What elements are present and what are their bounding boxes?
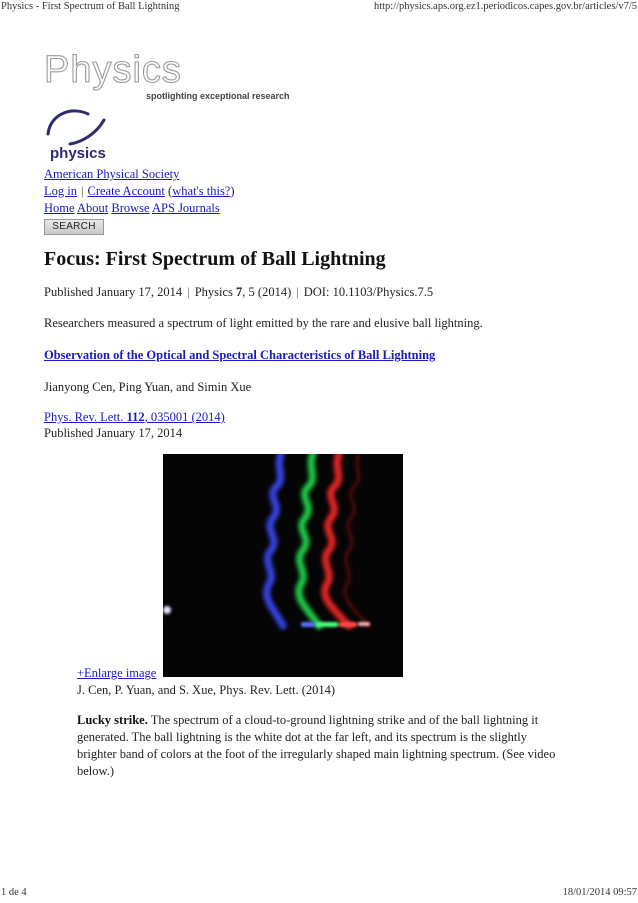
print-header-title: Physics - First Spectrum of Ball Lightning [1, 1, 180, 12]
login-link[interactable]: Log in [44, 184, 77, 198]
page-counter: 1 de 4 [1, 887, 27, 898]
article-meta [44, 285, 433, 300]
physics-banner[interactable] [42, 48, 342, 108]
journal-prefix: Physics [194, 285, 237, 299]
paper-authors: Jianyong Cen, Ping Yuan, and Simin Xue [44, 380, 252, 394]
page-title: Focus: First Spectrum of Ball Lightning [44, 248, 386, 270]
browse-link[interactable]: Browse [111, 201, 150, 215]
logo-text: physics [50, 145, 106, 162]
meta-separator: | [296, 285, 299, 299]
physics-logo[interactable] [44, 104, 116, 164]
nav-separator: | [80, 184, 84, 198]
enlarge-image-link[interactable]: +Enlarge image [77, 666, 157, 680]
aps-link[interactable]: American Physical Society [44, 167, 180, 181]
whats-this-wrap: (what's this?) [168, 184, 235, 198]
home-link[interactable]: Home [44, 201, 75, 215]
svg-text:Physics: Physics [44, 49, 182, 91]
paper-citation [44, 409, 225, 441]
search-button[interactable]: SEARCH [44, 219, 104, 235]
whats-this-link[interactable]: what's this? [172, 184, 231, 198]
spectrum-photo[interactable] [163, 454, 403, 677]
published-date: Published January 17, 2014 [44, 285, 183, 299]
banner-tagline: spotlighting exceptional research [146, 91, 290, 101]
print-header [0, 0, 638, 16]
citation-suffix: , 035001 (2014) [144, 410, 225, 424]
site-nav [44, 166, 235, 235]
caption-lead: Lucky strike. [77, 713, 148, 727]
print-footer [0, 886, 638, 902]
meta-separator: | [187, 285, 190, 299]
print-header-url: http://physics.aps.org.ez1.periodicos.capes.gov.br/articles/v7/5 [373, 1, 637, 12]
article-summary: Researchers measured a spectrum of light emitted by the rare and elusive ball lightning. [44, 316, 483, 330]
create-account-link[interactable]: Create Account [87, 184, 165, 198]
journal-suffix: , 5 (2014) [242, 285, 292, 299]
paper-title-link[interactable]: Observation of the Optical and Spectral Characteristics of Ball Lightning [44, 348, 436, 362]
citation-volume: 112 [126, 410, 145, 424]
figure-caption [77, 712, 557, 780]
print-timestamp: 18/01/2014 09:57 [562, 887, 637, 898]
citation-link[interactable] [44, 410, 225, 424]
doi: DOI: 10.1103/Physics.7.5 [303, 285, 434, 299]
journal-volume: 7 [236, 285, 243, 299]
caption-text: The spectrum of a cloud-to-ground lightning strike and of the ball lightning it generated. The ball lightning is the white dot at the far left, and its spectrum is the slightly brighter band of colors at the foot of the irregularly shaped main lightning spectrum. (See video below.) [77, 713, 556, 778]
about-link[interactable]: About [77, 201, 109, 215]
citation-published: Published January 17, 2014 [44, 426, 183, 440]
aps-journals-link[interactable]: APS Journals [152, 201, 220, 215]
figure-credit: J. Cen, P. Yuan, and S. Xue, Phys. Rev. Lett. (2014) [77, 683, 336, 697]
citation-prefix: Phys. Rev. Lett. [44, 410, 127, 424]
banner-wordmark [44, 49, 182, 91]
